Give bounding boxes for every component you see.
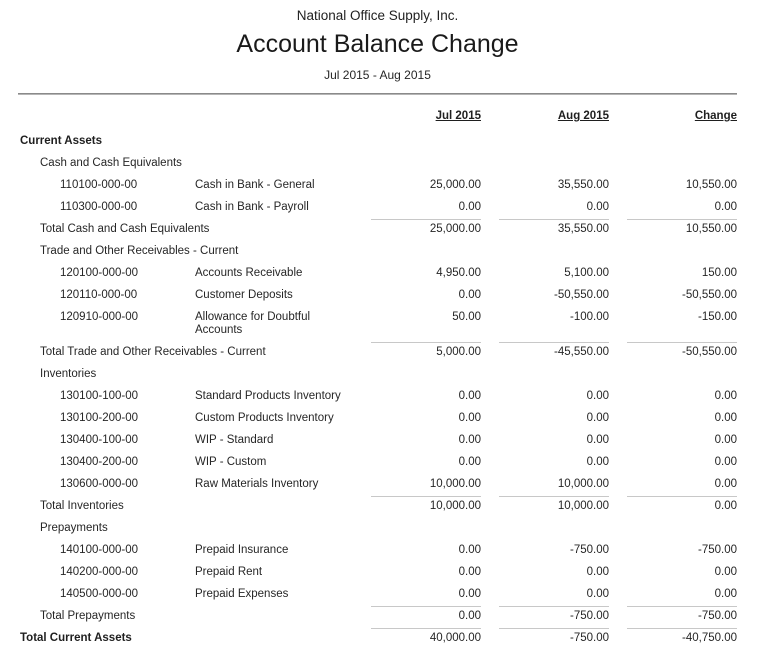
table-row-account [18,263,737,285]
grand-total-label: Total Current Assets [20,632,132,644]
amount-value: 0.00 [714,588,737,600]
column-header-jul-2015[interactable]: Jul 2015 [435,110,481,122]
amount-cell [481,131,609,153]
amount-cell [353,386,481,408]
report-page [0,7,757,650]
table-row-total [18,342,737,364]
table-row-section-header [18,518,737,540]
amount-value: 35,550.00 [499,219,609,241]
account-label-cell [18,474,353,496]
amount-value: 150.00 [701,267,737,279]
amount-cell [353,496,481,518]
amount-value: 0.00 [586,390,609,402]
amount-value: -50,550.00 [627,342,737,364]
column-header-row [18,95,737,131]
amount-value: 0.00 [458,456,481,468]
amount-value [371,518,481,531]
amount-cell [481,562,609,584]
amount-cell [481,241,609,263]
account-label-cell [18,386,353,408]
amount-value: 0.00 [458,544,481,556]
table-row-account [18,474,737,496]
amount-cell [609,430,737,452]
amount-cell [481,452,609,474]
amount-value: 0.00 [714,566,737,578]
table-row-section-header [18,241,737,263]
amount-cell [353,584,481,606]
amount-value [371,364,481,377]
amount-cell [481,628,609,650]
total-label: Total Cash and Cash Equivalents [40,223,210,235]
account-name: Prepaid Expenses [195,588,289,600]
amount-cell [609,285,737,307]
amount-cell [353,241,481,263]
amount-value: 10,000.00 [557,478,609,490]
amount-cell [353,606,481,628]
account-name: Raw Materials Inventory [195,478,319,490]
table-row-total [18,606,737,628]
table-row-account [18,430,737,452]
account-code: 140100-000-00 [60,544,139,556]
amount-value: -750.00 [697,544,737,556]
amount-value: 0.00 [714,390,737,402]
amount-value [627,518,737,531]
amount-value [371,153,481,166]
amount-cell [609,562,737,584]
amount-value: 10,550.00 [627,219,737,241]
total-label: Total Prepayments [40,610,136,622]
amount-cell [609,175,737,197]
amount-value: -750.00 [627,606,737,628]
account-code: 120100-000-00 [60,267,139,279]
amount-value: 0.00 [714,456,737,468]
amount-value: 0.00 [714,412,737,424]
section-header-label: Trade and Other Receivables - Current [40,245,239,257]
account-name: Prepaid Rent [195,566,263,578]
account-code: 130600-000-00 [60,478,139,490]
account-label-cell [18,285,353,307]
amount-value: 0.00 [586,434,609,446]
account-code: 120110-000-00 [60,289,138,301]
total-label: Total Inventories [40,500,124,512]
amount-value: 0.00 [458,434,481,446]
amount-value: 40,000.00 [371,628,481,650]
account-code: 110300-000-00 [60,201,138,213]
amount-value: 35,550.00 [557,179,609,191]
amount-value: 5,000.00 [371,342,481,364]
amount-cell [353,408,481,430]
table-row-account [18,307,737,342]
amount-cell [609,518,737,540]
account-name: Cash in Bank - Payroll [195,201,309,213]
amount-value: 10,000.00 [499,496,609,518]
amount-cell [353,263,481,285]
table-row-account [18,540,737,562]
amount-cell [481,285,609,307]
amount-cell [609,584,737,606]
account-name: Customer Deposits [195,289,293,301]
amount-value: 0.00 [586,566,609,578]
account-code: 130400-200-00 [60,456,139,468]
amount-cell [481,342,609,364]
amount-value [627,153,737,166]
amount-value: -45,550.00 [499,342,609,364]
amount-value: 10,000.00 [371,496,481,518]
amount-cell [481,540,609,562]
amount-value [499,131,609,144]
table-row-account [18,175,737,197]
amount-cell [609,606,737,628]
amount-cell [353,219,481,241]
table-row-account [18,285,737,307]
amount-value [499,153,609,166]
column-header-aug-2015[interactable]: Aug 2015 [557,110,609,122]
amount-cell [481,307,609,342]
section-header-label: Cash and Cash Equivalents [40,157,182,169]
table-row-account [18,408,737,430]
amount-cell [481,518,609,540]
total-label: Total Trade and Other Receivables - Current [40,346,266,358]
account-name: Cash in Bank - General [195,179,315,191]
amount-cell [609,153,737,175]
amount-cell [481,197,609,219]
table-row-grand-total [18,628,737,650]
amount-value [627,364,737,377]
amount-cell [353,342,481,364]
amount-cell [609,241,737,263]
amount-value: -150.00 [697,311,737,323]
amount-value: 0.00 [586,412,609,424]
amount-cell [481,364,609,386]
account-label-cell [18,452,353,474]
amount-cell [609,131,737,153]
amount-cell [353,518,481,540]
amount-cell [481,386,609,408]
account-name: Prepaid Insurance [195,544,289,556]
account-label-cell [18,175,353,197]
amount-cell [353,430,481,452]
amount-value: 0.00 [458,289,481,301]
report-table-body [18,131,737,650]
amount-value: -750.00 [499,606,609,628]
amount-value: 0.00 [458,566,481,578]
account-label-cell [18,263,353,285]
amount-value [371,241,481,254]
table-row-section-header [18,153,737,175]
amount-cell [353,175,481,197]
table-row-section-header [18,364,737,386]
amount-value: 0.00 [458,201,481,213]
amount-cell [353,628,481,650]
column-header-change[interactable]: Change [694,110,737,122]
amount-cell [609,364,737,386]
account-code: 130100-200-00 [60,412,139,424]
account-label-cell [18,540,353,562]
amount-cell [481,606,609,628]
table-row-account [18,584,737,606]
amount-value [371,131,481,144]
report-table [18,95,737,650]
amount-cell [353,153,481,175]
amount-cell [353,540,481,562]
amount-cell [353,307,481,342]
account-code: 130100-100-00 [60,390,139,402]
account-name: WIP - Custom [195,456,267,468]
account-name: Standard Products Inventory [195,390,341,402]
account-code: 110100-000-00 [60,179,138,191]
amount-cell [353,474,481,496]
amount-cell [481,496,609,518]
amount-value: -100.00 [569,311,609,323]
account-name: WIP - Standard [195,434,274,446]
account-label-cell [18,307,353,342]
amount-value: 50.00 [452,311,481,323]
report-title: Account Balance Change [236,30,519,58]
amount-value: 0.00 [586,201,609,213]
amount-value [499,518,609,531]
amount-cell [609,342,737,364]
amount-cell [481,263,609,285]
group-header-label: Current Assets [20,135,103,147]
amount-value: 0.00 [371,606,481,628]
amount-cell [609,628,737,650]
account-label-cell [18,408,353,430]
section-header-label: Prepayments [40,522,108,534]
account-name: Custom Products Inventory [195,412,334,424]
amount-cell [609,540,737,562]
account-name: Accounts Receivable [195,267,303,279]
amount-value: 4,950.00 [436,267,481,279]
amount-value: 5,100.00 [564,267,609,279]
account-name: Allowance for Doubtful Accounts [195,311,311,336]
section-header-label: Inventories [40,368,97,380]
account-label-cell [18,430,353,452]
amount-value: 0.00 [586,588,609,600]
amount-cell [481,430,609,452]
amount-cell [609,307,737,342]
amount-value: 10,000.00 [429,478,481,490]
amount-value: 0.00 [586,456,609,468]
account-code: 140500-000-00 [60,588,139,600]
amount-cell [609,197,737,219]
table-row-total [18,496,737,518]
amount-cell [609,408,737,430]
amount-value [499,364,609,377]
amount-cell [481,474,609,496]
amount-value: -750.00 [569,544,609,556]
amount-value: 0.00 [714,478,737,490]
table-row-account [18,197,737,219]
account-label-cell [18,584,353,606]
amount-cell [353,364,481,386]
account-label-cell [18,197,353,219]
amount-cell [609,386,737,408]
amount-cell [481,153,609,175]
amount-value: -750.00 [499,628,609,650]
amount-cell [481,219,609,241]
table-row-group-header [18,131,737,153]
amount-value [627,241,737,254]
amount-value: 0.00 [714,434,737,446]
amount-value: 10,550.00 [685,179,737,191]
amount-value: 0.00 [627,496,737,518]
amount-cell [609,474,737,496]
table-row-account [18,562,737,584]
amount-value: 0.00 [458,588,481,600]
amount-cell [481,584,609,606]
report-period: Jul 2015 - Aug 2015 [324,68,431,82]
amount-cell [353,197,481,219]
amount-value [499,241,609,254]
amount-cell [609,452,737,474]
amount-value: 0.00 [714,201,737,213]
account-code: 140200-000-00 [60,566,139,578]
amount-cell [353,285,481,307]
amount-cell [481,175,609,197]
amount-value: -50,550.00 [682,289,737,301]
table-row-total [18,219,737,241]
company-name: National Office Supply, Inc. [296,8,459,23]
amount-cell [609,219,737,241]
amount-cell [353,131,481,153]
account-code: 130400-100-00 [60,434,139,446]
table-row-account [18,452,737,474]
amount-value: 0.00 [458,390,481,402]
amount-value: 25,000.00 [371,219,481,241]
amount-cell [609,263,737,285]
table-row-account [18,386,737,408]
account-code: 120910-000-00 [60,311,139,323]
amount-cell [353,452,481,474]
amount-value [627,131,737,144]
amount-value: 0.00 [458,412,481,424]
amount-cell [353,562,481,584]
amount-value: 25,000.00 [429,179,481,191]
column-header-spacer [18,95,353,131]
account-label-cell [18,562,353,584]
amount-value: -40,750.00 [627,628,737,650]
amount-cell [609,496,737,518]
amount-cell [481,408,609,430]
amount-value: -50,550.00 [554,289,609,301]
